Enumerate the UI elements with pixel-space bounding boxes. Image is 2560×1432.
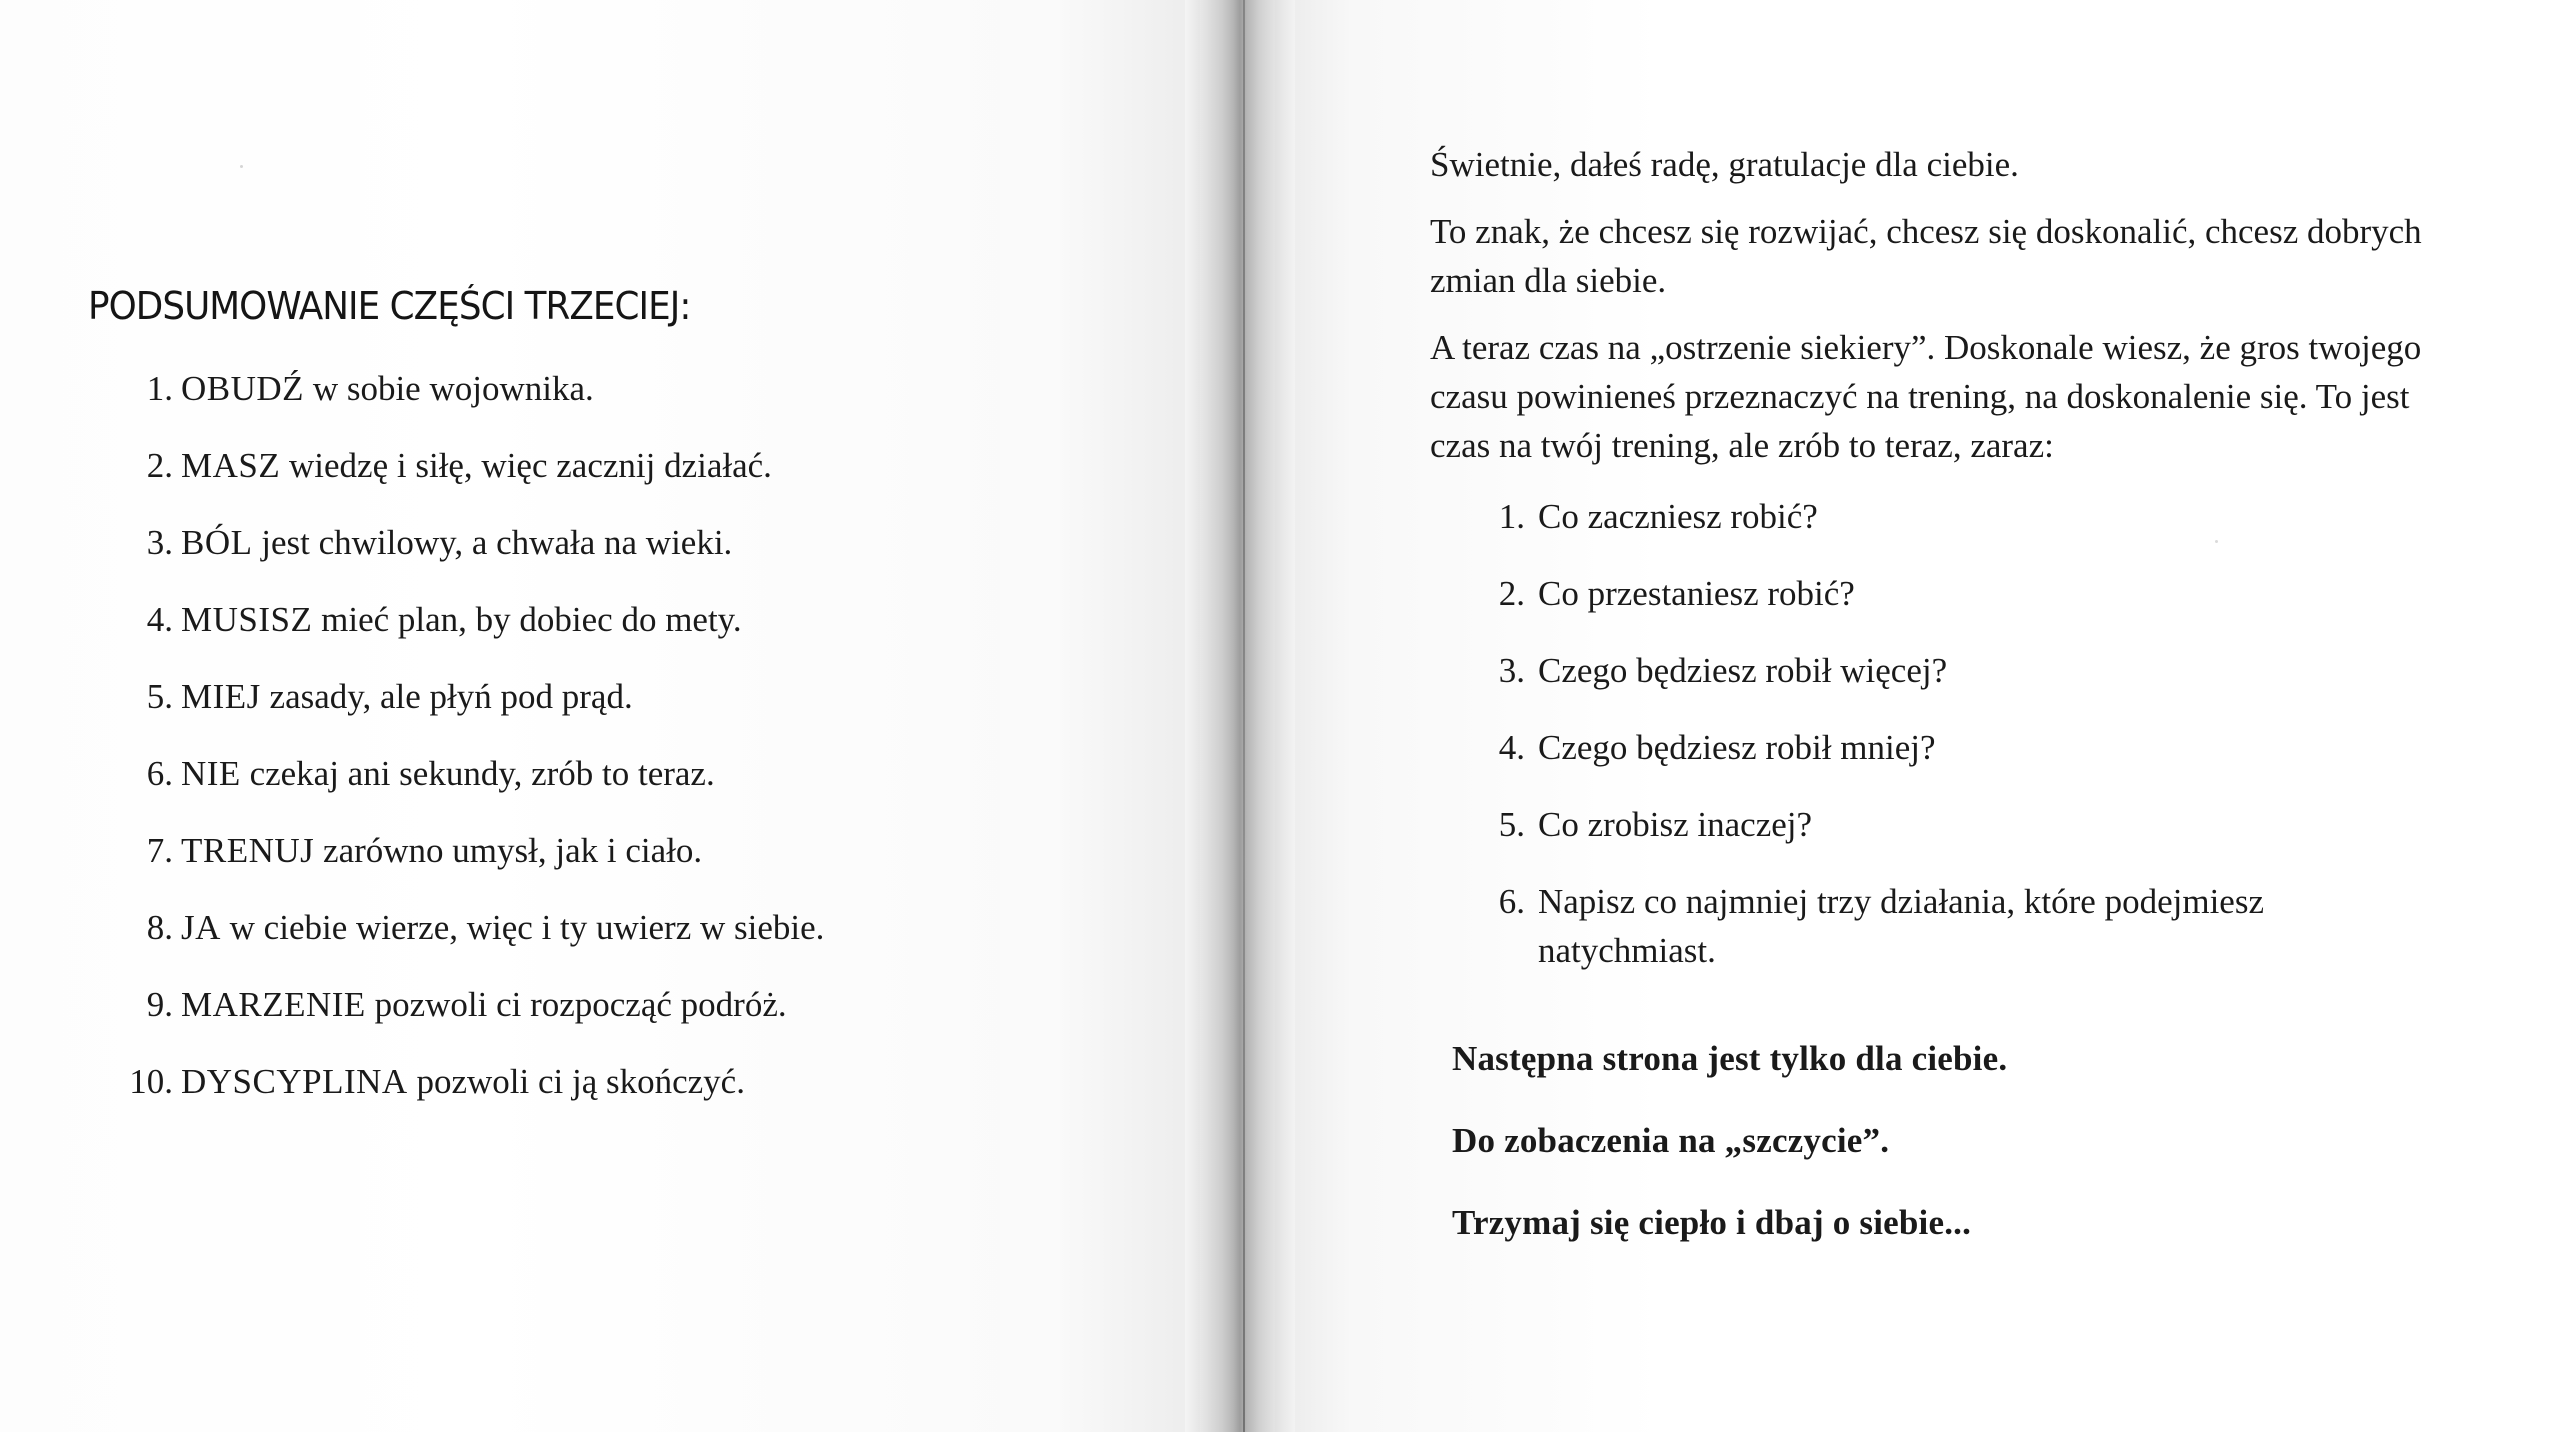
- question-text: Co zaczniesz robić?: [1538, 497, 1818, 536]
- question-text: Czego będziesz robił więcej?: [1538, 651, 1948, 690]
- item-keyword: MIEJ: [181, 677, 261, 716]
- closing-line: Następna strona jest tylko dla ciebie.: [1452, 1039, 2008, 1078]
- summary-item: [125, 368, 824, 445]
- question-item: [1430, 569, 2440, 618]
- item-number: 6.: [146, 754, 173, 793]
- summary-item: [125, 599, 824, 676]
- summary-item: [125, 830, 824, 907]
- item-text: zasady, ale płyń pod prąd.: [260, 677, 633, 716]
- item-text: zarówno umysł, jak i ciało.: [314, 831, 703, 870]
- item-number: 1.: [146, 369, 173, 408]
- question-text: Co zrobisz inaczej?: [1538, 805, 1813, 844]
- spine-crease: [1243, 0, 1245, 1432]
- summary-list: [125, 368, 824, 1138]
- item-keyword: MARZENIE: [181, 985, 366, 1024]
- summary-item: [125, 1061, 824, 1138]
- item-keyword: NIE: [181, 754, 241, 793]
- item-number: 9.: [146, 985, 173, 1024]
- summary-item: [125, 907, 824, 984]
- summary-item: [125, 676, 824, 753]
- question-number: 6.: [1498, 882, 1525, 921]
- question-item: [1430, 492, 2440, 541]
- question-number: 5.: [1498, 805, 1525, 844]
- intro-paragraph: To znak, że chcesz się rozwijać, chcesz się doskonalić, chcesz dobrych zmian dla siebie.: [1430, 212, 2422, 300]
- item-number: 7.: [146, 831, 173, 870]
- item-text: pozwoli ci rozpocząć podróż.: [365, 985, 787, 1024]
- item-text: w sobie wojownika.: [304, 369, 594, 408]
- question-text: Czego będziesz robił mniej?: [1538, 728, 1936, 767]
- intro-paragraph: Świetnie, dałeś radę, gratulacje dla ciebie.: [1430, 145, 2019, 184]
- summary-item: [125, 753, 824, 830]
- item-keyword: DYSCYPLINA: [181, 1062, 408, 1101]
- question-number: 3.: [1498, 651, 1525, 690]
- item-keyword: BÓL: [181, 523, 253, 562]
- closing-block: [1430, 1035, 2440, 1247]
- question-number: 2.: [1498, 574, 1525, 613]
- item-keyword: MASZ: [181, 446, 281, 485]
- item-text: wiedzę i siłę, więc zacznij działać.: [280, 446, 772, 485]
- item-text: czekaj ani sekundy, zrób to teraz.: [240, 754, 715, 793]
- item-keyword: JA: [181, 908, 221, 947]
- closing-line: Trzymaj się ciepło i dbaj o siebie...: [1452, 1203, 1972, 1242]
- question-number: 1.: [1498, 497, 1525, 536]
- intro-paragraph: A teraz czas na „ostrzenie siekiery”. Doskonale wiesz, że gros twojego czasu powinieneś przeznaczyć na trening, na doskonalenie się. To jest czas na twój trening, ale zrób to teraz, zaraz:: [1430, 328, 2422, 465]
- item-text: jest chwilowy, a chwała na wieki.: [252, 523, 733, 562]
- item-text: mieć plan, by dobiec do mety.: [312, 600, 742, 639]
- left-page: [0, 0, 1200, 1432]
- question-item: [1430, 877, 2440, 975]
- question-number: 4.: [1498, 728, 1525, 767]
- item-keyword: OBUDŹ: [181, 369, 305, 408]
- question-item: [1430, 800, 2440, 849]
- item-number: 3.: [146, 523, 173, 562]
- question-text: Napisz co najmniej trzy działania, które podejmiesz natychmiast.: [1538, 882, 2264, 970]
- question-item: [1430, 646, 2440, 695]
- item-number: 4.: [146, 600, 173, 639]
- question-text: Co przestaniesz robić?: [1538, 574, 1855, 613]
- item-number: 2.: [146, 446, 173, 485]
- item-number: 10.: [129, 1062, 173, 1101]
- item-keyword: MUSISZ: [181, 600, 313, 639]
- right-page-content: [1430, 140, 2440, 1281]
- item-keyword: TRENUJ: [181, 831, 315, 870]
- item-text: w ciebie wierze, więc i ty uwierz w siebie.: [220, 908, 825, 947]
- summary-item: [125, 522, 824, 599]
- summary-item: [125, 984, 824, 1061]
- item-number: 8.: [146, 908, 173, 947]
- item-text: pozwoli ci ją skończyć.: [407, 1062, 745, 1101]
- item-number: 5.: [146, 677, 173, 716]
- paper-speck: [240, 165, 243, 168]
- summary-item: [125, 445, 824, 522]
- question-list: [1430, 492, 2440, 975]
- closing-line: Do zobaczenia na „szczycie”.: [1452, 1121, 1890, 1160]
- question-item: [1430, 723, 2440, 772]
- book-gutter: [1185, 0, 1295, 1432]
- section-heading: PODSUMOWANIE CZĘŚCI TRZECIEJ:: [88, 284, 691, 328]
